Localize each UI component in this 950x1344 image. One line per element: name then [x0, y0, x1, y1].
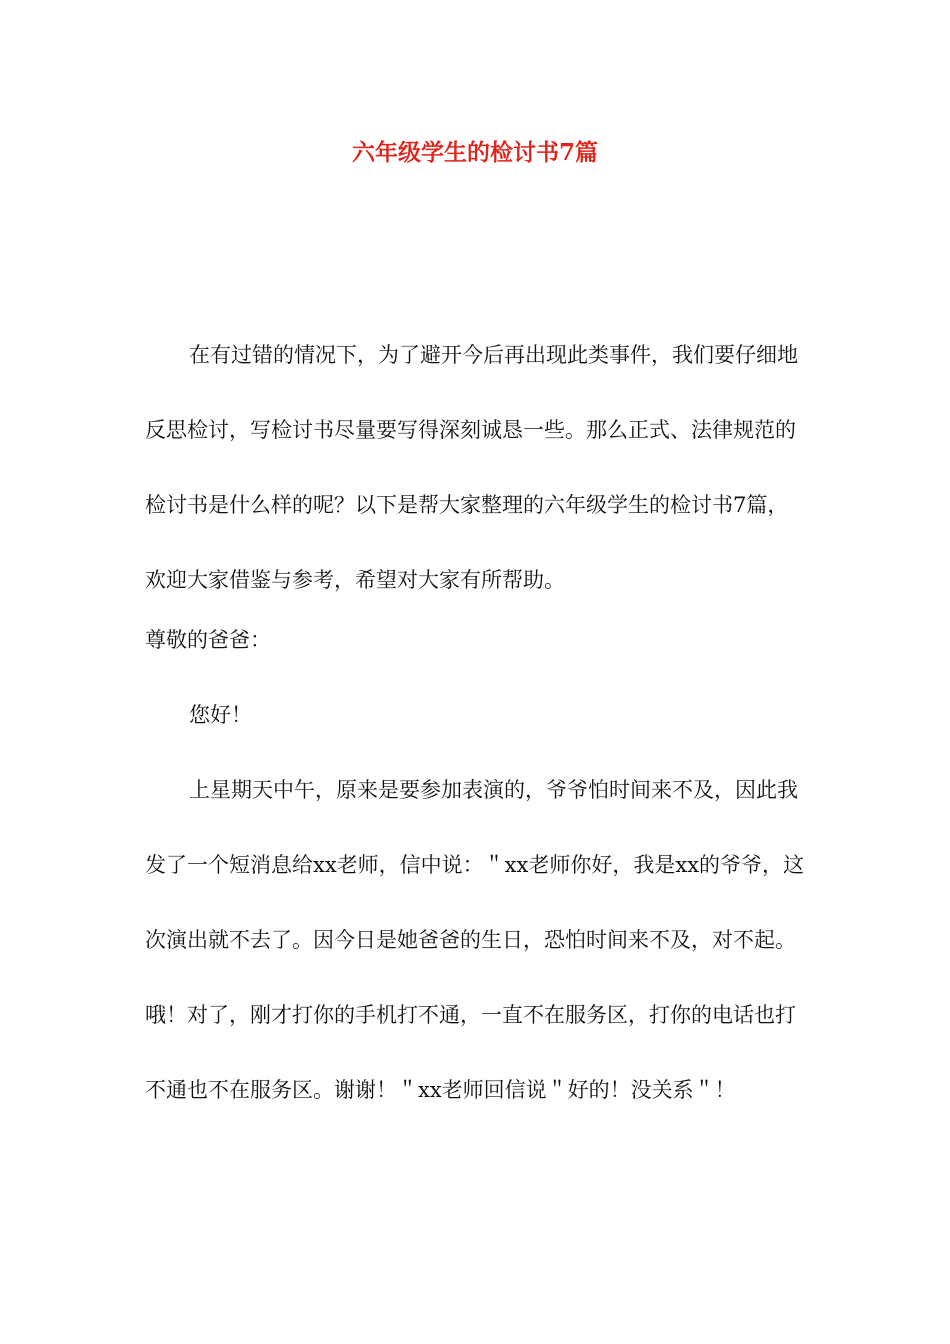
document-title: 六年级学生的检讨书7篇	[351, 139, 598, 166]
letter-paragraph: 上星期天中午，原来是要参加表演的，爷爷怕时间来不及，因此我发了一个短消息给xx老师，信中说：＂xx老师你好，我是xx的爷爷，这次演出就不去了。因今日是她爸爸的生日，恐怕时间来不及，对不起。哦！对了，刚才打你的手机打不通，一直不在服务区，打你的电话也打不通也不在服务区。谢谢！＂xx老师回信说＂好的！没关系＂！	[145, 778, 805, 1102]
letter-salutation: 尊敬的爸爸：	[145, 628, 271, 652]
letter-greeting: 您好！	[189, 703, 252, 727]
intro-paragraph: 在有过错的情况下，为了避开今后再出现此类事件，我们要仔细地反思检讨，写检讨书尽量要写得深刻诚恳一些。那么正式、法律规范的检讨书是什么样的呢？以下是帮大家整理的六年级学生的检讨书7篇，欢迎大家借鉴与参考，希望对大家有所帮助。	[145, 343, 798, 592]
